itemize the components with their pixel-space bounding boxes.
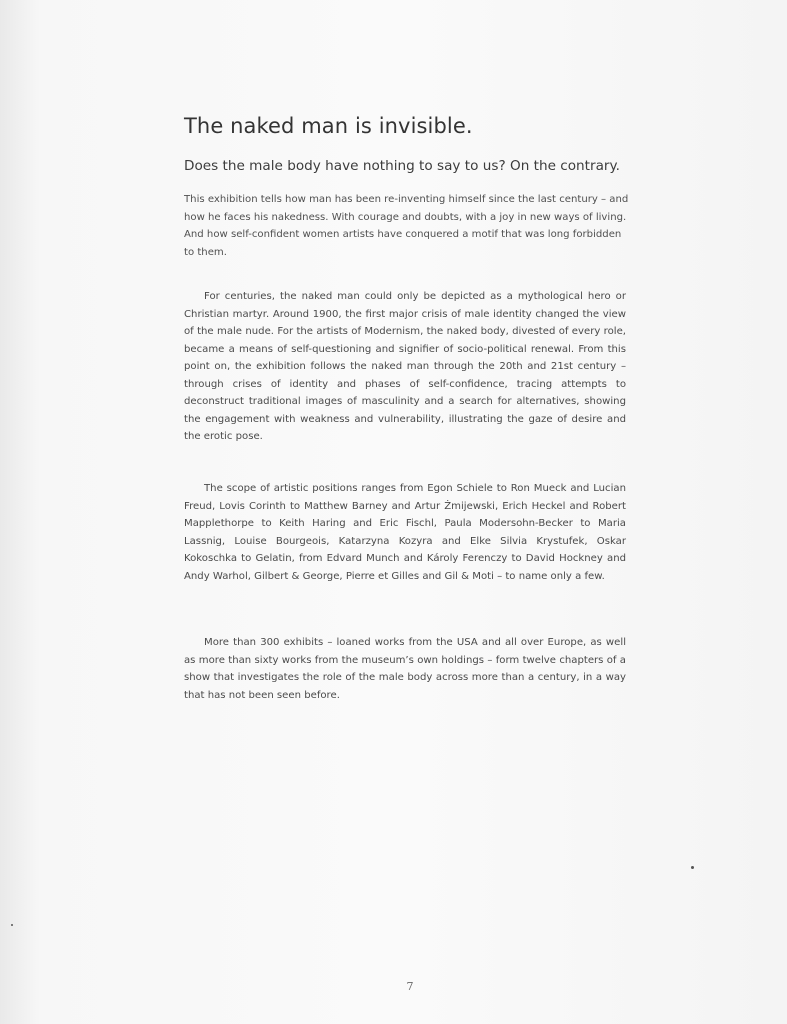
body-paragraph-3: More than 300 exhibits – loaned works from the USA and all over Europe, as well as more than sixty works from the museum’s own holdings – form twelve chapters of a show that investigates the role of the male body across more than a century, in a way that has not been seen before.	[184, 637, 626, 701]
paper-speck	[691, 866, 694, 869]
paper-speck	[11, 924, 13, 926]
intro-paragraph: This exhibition tells how man has been re-inventing himself since the last century – and how he faces his nakedness. With courage and doubts, with a joy in new ways of living. And how self-confident women artists have conquered a motif that was long forbidden to them.	[184, 194, 629, 258]
page-title: The naked man is invisible.	[184, 114, 473, 138]
body-paragraph-2: The scope of artistic positions ranges from Egon Schiele to Ron Mueck and Lucian Freud, Lovis Corinth to Matthew Barney and Artur Żmijewski, Erich Heckel and Robert Mapplethorpe to Keith Haring and Eric Fischl, Paula Modersohn-Becker to Maria Lassnig, Louise Bourgeois, Katarzyna Kozyra and Elke Silvia Krystufek, Oskar Kokoschka to Gelatin, from Edvard Munch and Károly Ferenczy to David Hockney and Andy Warhol, Gilbert & George, Pierre et Gilles and Gil & Moti – to name only a few.	[184, 483, 626, 582]
page-number: 7	[406, 980, 414, 993]
body-paragraph-1: For centuries, the naked man could only be depicted as a mythological hero or Christian martyr. Around 1900, the first major crisis of male identity changed the view of the male nude. For the artists of Modernism, the naked body, divested of every role, became a means of self-questioning and signifier of socio-political renewal. From this point on, the exhibition follows the naked man through the 20th and 21st century – through crises of identity and phases of self-confidence, tracing attempts to deconstruct traditional images of masculinity and a search for alternatives, showing the engagement with weakness and vulnerability, illustrating the gaze of desire and the erotic pose.	[184, 291, 626, 442]
page-subtitle: Does the male body have nothing to say to us? On the contrary.	[184, 158, 620, 174]
